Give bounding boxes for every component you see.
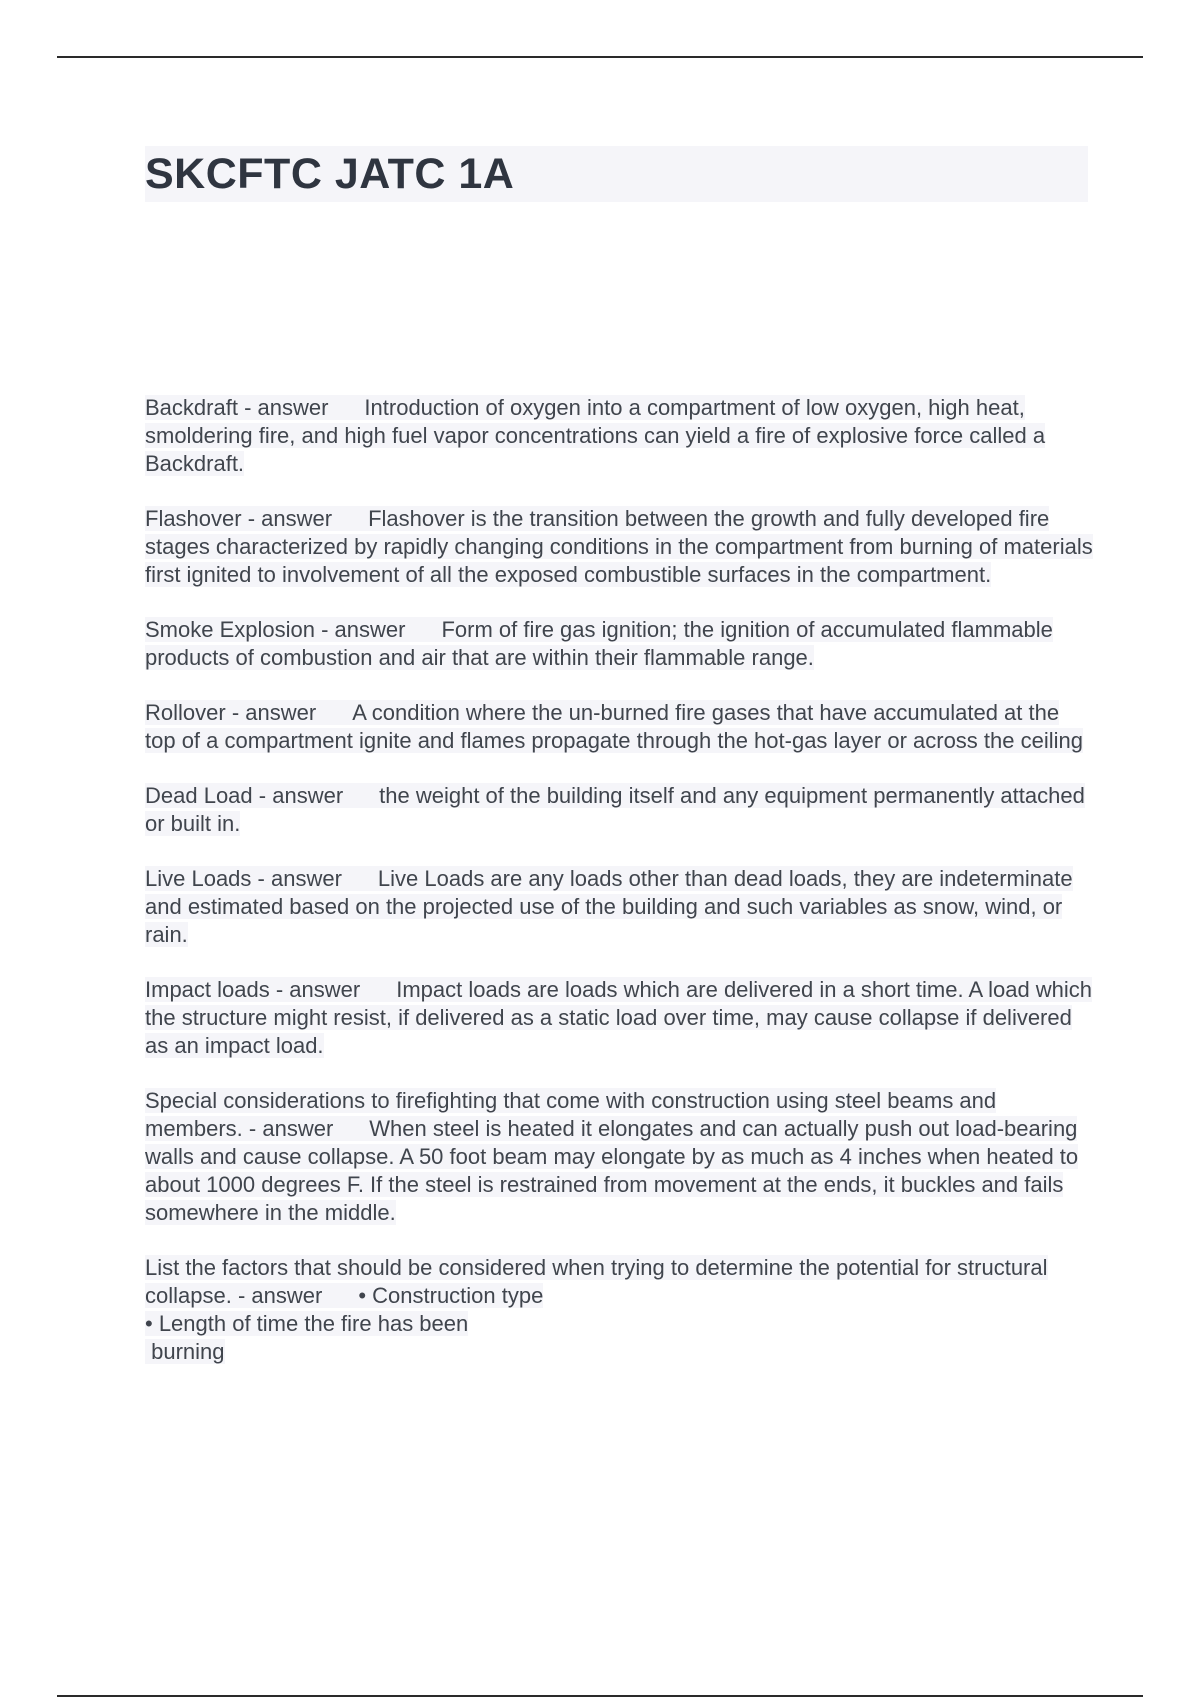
flashcard-term: Backdraft (145, 395, 238, 420)
answer-tag: - answer (321, 617, 406, 642)
answer-tag: - answer (247, 506, 333, 531)
flashcard (145, 1254, 1095, 1366)
flashcard (145, 782, 1095, 838)
flashcard-definition: Form of fire gas ignition; the ignition of accumulated flammable products of combustion and air that are within their flammable range. (145, 617, 1053, 670)
flashcard-list (145, 394, 1095, 1393)
factor-list (145, 1310, 1095, 1366)
answer-tag: - answer (248, 1116, 334, 1141)
factor-text: • Length of time the fire has been (145, 1311, 469, 1336)
factor-text: burning (145, 1339, 225, 1364)
flashcard-term: Smoke Explosion (145, 617, 315, 642)
flashcard-definition: Impact loads are loads which are delivered in a short time. A load which the structure might resist, if delivered as a static load over time, may cause collapse if delivered as an impact load. (145, 977, 1093, 1058)
flashcard (145, 505, 1095, 589)
flashcard-term: Dead Load (145, 783, 253, 808)
flashcard (145, 699, 1095, 755)
flashcard-definition: Flashover is the transition between the growth and fully developed fire stages characterized by rapidly changing conditions in the compartment from burning of materials first ignited to involvement of all the exposed combustible surfaces in the compartment. (145, 506, 1093, 587)
answer-tag: - answer (237, 1283, 323, 1308)
list-item (145, 1338, 1095, 1366)
flashcard (145, 616, 1095, 672)
top-rule (57, 56, 1143, 58)
flashcard (145, 976, 1095, 1060)
flashcard-term: Rollover (145, 700, 226, 725)
flashcard-term: List the factors that should be considered when trying to determine the potential for structural collapse. (145, 1255, 1048, 1308)
flashcard-definition: When steel is heated it elongates and can actually push out load-bearing walls and cause collapse. A 50 foot beam may elongate by as much as 4 inches when heated to about 1000 degrees F. If the steel is restrained from movement at the ends, it buckles and fails somewhere in the middle. (145, 1116, 1079, 1225)
flashcard-definition: A condition where the un-burned fire gases that have accumulated at the top of a compartment ignite and flames propagate through the hot-gas layer or across the ceiling (145, 700, 1083, 753)
flashcard-definition: Live Loads are any loads other than dead loads, they are indeterminate and estimated based on the projected use of the building and such variables as snow, wind, or rain. (145, 866, 1073, 947)
flashcard-definition: • Construction type (358, 1283, 544, 1308)
flashcard-term: Flashover (145, 506, 242, 531)
title-block (145, 146, 1088, 202)
answer-tag: - answer (275, 977, 361, 1002)
list-item (145, 1310, 1095, 1338)
flashcard-definition: Introduction of oxygen into a compartment of low oxygen, high heat, smoldering fire, and high fuel vapor concentrations can yield a fire of explosive force called a Backdraft. (145, 395, 1046, 476)
answer-tag: - answer (257, 866, 342, 891)
flashcard-term: Impact loads (145, 977, 270, 1002)
answer-tag: - answer (258, 783, 344, 808)
document-title: SKCFTC JATC 1A (145, 150, 515, 198)
flashcard (145, 865, 1095, 949)
flashcard (145, 1087, 1095, 1227)
flashcard (145, 394, 1095, 478)
bottom-rule (57, 1695, 1143, 1697)
flashcard-term: Special considerations to firefighting that come with construction using steel beams and members. (145, 1088, 997, 1141)
answer-tag: - answer (231, 700, 317, 725)
answer-tag: - answer (244, 395, 329, 420)
flashcard-term: Live Loads (145, 866, 252, 891)
flashcard-definition: the weight of the building itself and any equipment permanently attached or built in. (145, 783, 1085, 836)
